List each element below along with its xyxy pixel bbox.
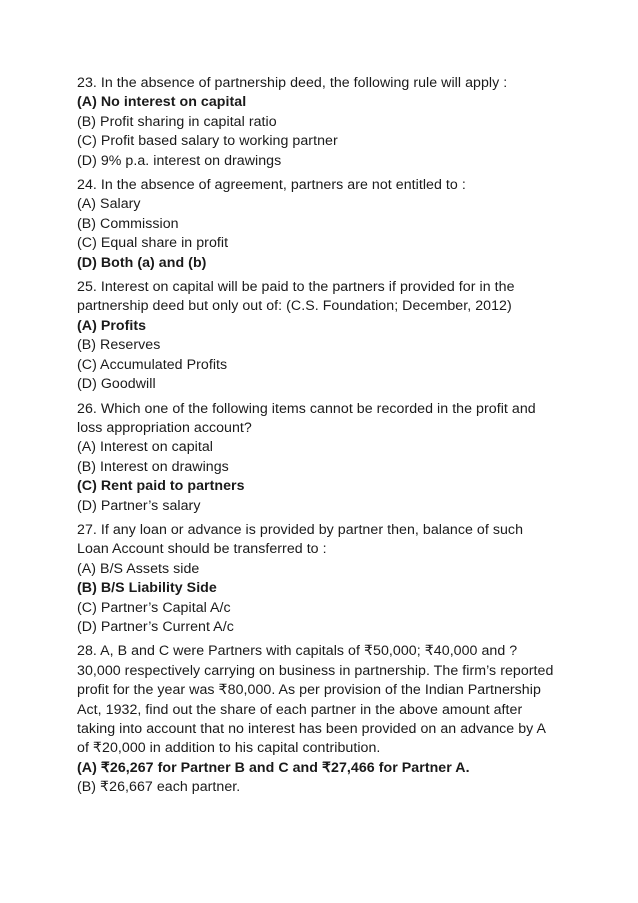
question-stem-line: 24. In the absence of agreement, partners are not entitled to : bbox=[77, 177, 466, 194]
question-stem-line: taking into account that no interest has been provided on an advance by A bbox=[77, 721, 547, 737]
answer-option: (B) Interest on drawings bbox=[77, 458, 229, 475]
question-block bbox=[77, 642, 577, 797]
answer-option-correct: (B) B/S Liability Side bbox=[77, 580, 217, 597]
question-block bbox=[77, 176, 577, 273]
answer-option: (C) Equal share in profit bbox=[77, 235, 229, 252]
answer-option: (D) Goodwill bbox=[77, 376, 156, 393]
question-stem-line: 23. In the absence of partnership deed, the following rule will apply : bbox=[77, 75, 508, 91]
answer-option: (D) Partner’s salary bbox=[77, 497, 201, 514]
question-stem-line: of ₹20,000 in addition to his capital contribution. bbox=[77, 740, 381, 757]
question-block bbox=[77, 400, 577, 516]
answer-option-correct: (C) Rent paid to partners bbox=[77, 478, 245, 495]
answer-option: (C) Accumulated Profits bbox=[77, 356, 228, 373]
question-stem-line: 30,000 respectively carrying on business in partnership. The firm’s reported bbox=[77, 662, 554, 679]
question-stem-line: Loan Account should be transferred to : bbox=[77, 541, 327, 558]
question-block bbox=[77, 521, 577, 637]
question-block bbox=[77, 278, 577, 394]
question-stem-line: profit for the year was ₹80,000. As per provision of the Indian Partnership bbox=[77, 682, 541, 699]
answer-option: (D) Partner’s Current A/c bbox=[77, 618, 234, 635]
answer-option: (D) 9% p.a. interest on drawings bbox=[77, 152, 282, 169]
answer-option: (A) B/S Assets side bbox=[77, 560, 200, 577]
question-stem-line: 28. A, B and C were Partners with capitals of ₹50,000; ₹40,000 and ? bbox=[77, 643, 518, 660]
answer-option: (A) Interest on capital bbox=[77, 439, 213, 456]
answer-option: (B) Profit sharing in capital ratio bbox=[77, 113, 277, 130]
question-stem-line: Act, 1932, find out the share of each partner in the above amount after bbox=[77, 701, 523, 718]
answer-option: (B) Commission bbox=[77, 215, 179, 232]
question-stem-line: loss appropriation account? bbox=[77, 419, 252, 436]
question-stem-line: 26. Which one of the following items cannot be recorded in the profit and bbox=[77, 400, 536, 417]
answer-option: (B) ₹26,667 each partner. bbox=[77, 779, 241, 796]
answer-option: (C) Partner’s Capital A/c bbox=[77, 599, 231, 616]
answer-option-correct: (A) ₹26,267 for Partner B and C and ₹27,466 for Partner A. bbox=[77, 759, 470, 776]
answer-option-correct: (A) Profits bbox=[77, 317, 147, 334]
answer-option: (B) Reserves bbox=[77, 337, 161, 354]
question-block bbox=[77, 74, 577, 171]
document-page bbox=[77, 74, 577, 803]
question-stem-line: 27. If any loan or advance is provided by partner then, balance of such bbox=[77, 521, 524, 538]
question-stem-line: partnership deed but only out of: (C.S. Foundation; December, 2012) bbox=[77, 298, 512, 315]
answer-option: (A) Salary bbox=[77, 196, 141, 213]
question-stem-line: 25. Interest on capital will be paid to the partners if provided for in the bbox=[77, 279, 515, 296]
answer-option-correct: (D) Both (a) and (b) bbox=[77, 254, 207, 271]
answer-option: (C) Profit based salary to working partner bbox=[77, 133, 338, 150]
answer-option-correct: (A) No interest on capital bbox=[77, 94, 247, 111]
